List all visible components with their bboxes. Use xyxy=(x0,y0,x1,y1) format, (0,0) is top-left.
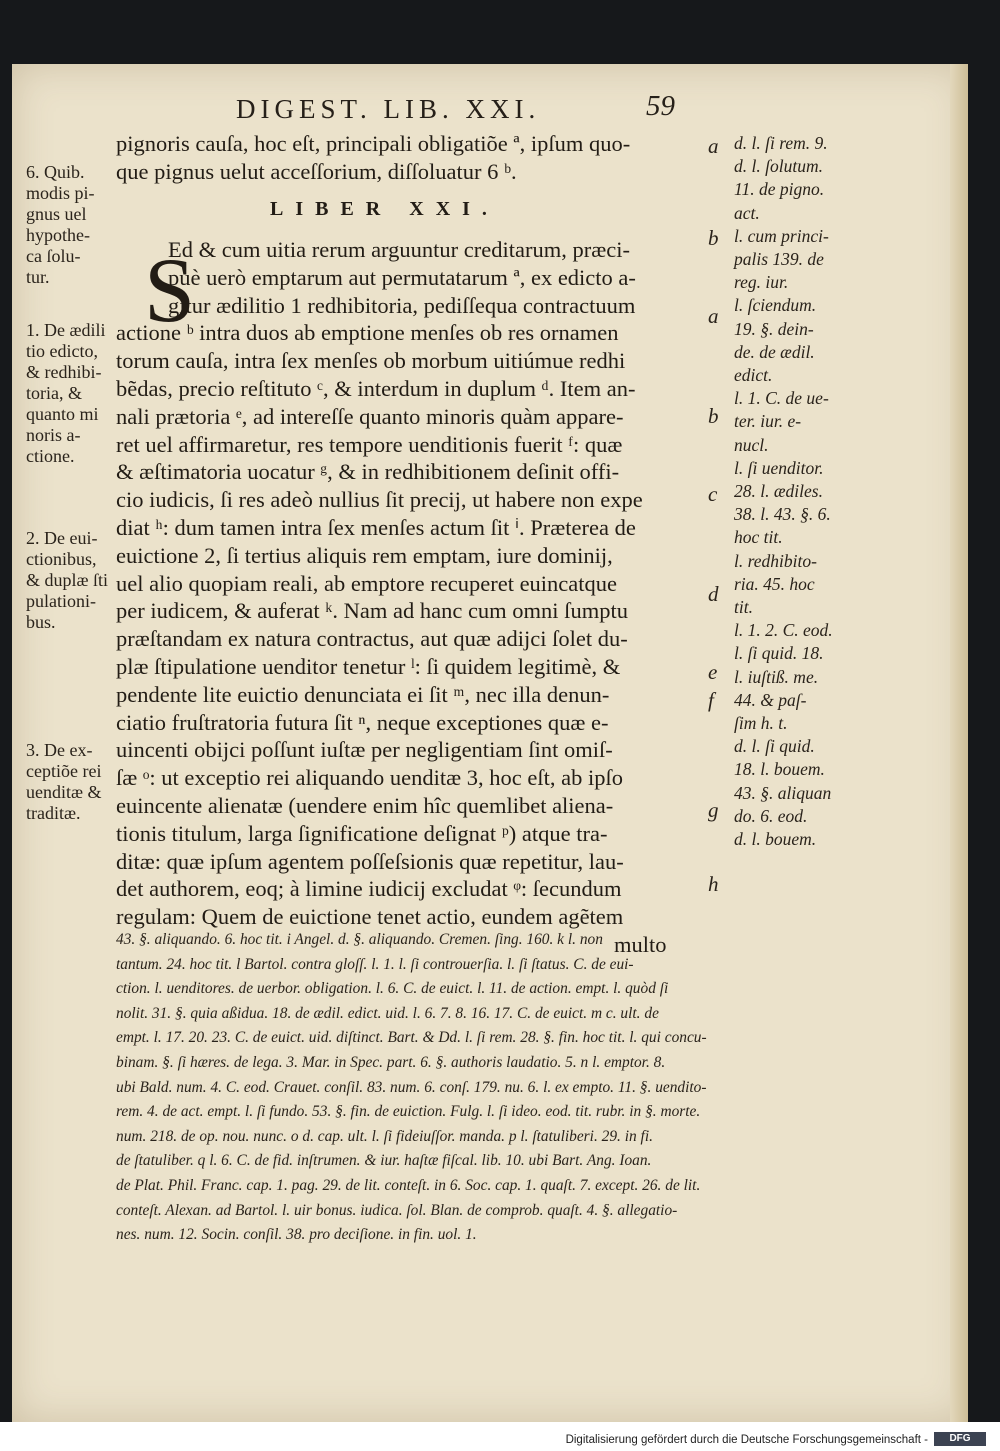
text-line: Ed & cum uitia rerum arguuntur creditarum, præci- xyxy=(168,237,630,262)
footnote-line: empt. l. 17. 20. 23. C. de euict. uid. diſtinct. Bart. & Dd. l. ſi rem. 28. §. fin. hoc tit. l. qui concu- xyxy=(116,1029,707,1047)
note-line: 3. De ex- xyxy=(26,740,93,760)
intro-text xyxy=(116,130,706,185)
ref-line: 28. l. ædiles. xyxy=(734,481,823,502)
text-line: ſæ ᵒ: ut exceptio rei aliquando uenditæ 3, hoc eſt, ab ipſo xyxy=(116,765,623,791)
book-page xyxy=(12,64,968,1422)
text-line: ciatio fruſtratoria futura ſit ⁿ, neque exceptiones quæ e- xyxy=(116,709,609,735)
ref-letter: b xyxy=(708,404,719,428)
footnote-line: nolit. 31. §. quia aßidua. 18. de ædil. edict. uid. l. 6. 7. 8. 16. 17. C. de euict. m c. ult. de xyxy=(116,1004,659,1022)
drop-capital: S xyxy=(144,239,196,341)
ref-line: palis 139. de xyxy=(734,249,824,270)
ref-line: l. redhibito- xyxy=(734,550,817,571)
right-marginal-references xyxy=(734,132,854,851)
ref-line: do. 6. eod. xyxy=(734,805,808,826)
note-line: uenditæ & xyxy=(26,782,102,802)
note-line: quanto mi xyxy=(26,404,99,424)
ref-letter: b xyxy=(708,226,719,250)
text-line: diat ʰ: dum tamen intra ſex menſes actum ſit ⁱ. Præterea de xyxy=(116,514,636,540)
left-marginal-note xyxy=(26,320,126,467)
text-line: actione ᵇ intra duos ab emptione menſes ob res ornamen xyxy=(116,320,619,346)
note-line: ceptiõe rei xyxy=(26,761,102,781)
ref-letter: c xyxy=(708,482,718,506)
ref-line: l. 1. 2. C. eod. xyxy=(734,620,833,641)
ref-line: d. l. ſolutum. xyxy=(734,156,823,177)
ref-line: ter. iur. e- xyxy=(734,411,802,432)
note-line: hypothe- xyxy=(26,225,90,245)
funding-credit: Digitalisierung gefördert durch die Deutsche Forschungsgemeinschaft - xyxy=(565,1434,928,1446)
catchword: multo xyxy=(614,931,667,957)
note-line: tio edicto, xyxy=(26,341,98,361)
note-line: & duplæ ſti xyxy=(26,570,109,590)
text-line: pignoris cauſa, hoc eſt, principali obligatiõe ª, ipſum quo- xyxy=(116,131,631,156)
note-line: pulationi- xyxy=(26,591,96,611)
ref-line: 19. §. dein- xyxy=(734,318,814,339)
text-line: pendente lite euictio denunciata ei ſit ᵐ, nec illa denun- xyxy=(116,681,610,707)
text-line: det authorem, eoq; à limine iudicij excludat ᵠ: ſecundum xyxy=(116,876,622,902)
ref-line: l. ſi uenditor. xyxy=(734,457,824,478)
footnote-line: ubi Bald. num. 4. C. eod. Crauet. conſil. 83. num. 6. conſ. 179. nu. 6. l. ex empto. 11. §. uendito- xyxy=(116,1078,707,1096)
ref-line: d. l. ſi rem. 9. xyxy=(734,133,828,153)
ref-letter: f xyxy=(708,688,714,712)
note-line: traditæ. xyxy=(26,803,81,823)
footnotes xyxy=(116,928,866,1248)
text-line: euincente alienatæ (uendere enim hîc quemlibet aliena- xyxy=(116,792,614,818)
note-line: noris a- xyxy=(26,425,81,445)
ref-letter: e xyxy=(708,660,718,684)
ref-line: 44. & paſ- xyxy=(734,689,807,710)
left-marginal-note xyxy=(26,162,126,288)
text-line: præſtandam ex natura contractus, aut quæ adijci ſolet du- xyxy=(116,626,628,652)
ref-line: l. ſciendum. xyxy=(734,295,817,316)
note-line: toria, & xyxy=(26,383,82,403)
footnote-line: de ſtatuliber. q l. 6. C. de fid. inſtrumen. & iur. haſtæ fiſcal. lib. 10. ubi Bart. Ang. Ioan. xyxy=(116,1152,652,1170)
ref-line: 43. §. aliquan xyxy=(734,782,832,803)
text-line: uincenti obijci poſſunt iuſtæ per negligentiam ſint omiſ- xyxy=(116,737,613,763)
footnote-line: ction. l. uenditores. de uerbor. obligation. l. 6. C. de euict. l. 11. de action. empt. l. quòd ſi xyxy=(116,980,669,998)
text-line: & æſtimatoria uocatur ᵍ, & in redhibitionem deſinit offi- xyxy=(116,459,620,485)
text-line: gitur ædilitio 1 redhibitoria, pediſſequa contractuum xyxy=(168,292,636,318)
footnote-line: nes. num. 12. Socin. conſil. 38. pro deciſione. in fin. uol. 1. xyxy=(116,1226,477,1244)
text-line: per iudicem, & auferat ᵏ. Nam ad hanc cum omni ſumptu xyxy=(116,598,628,624)
note-line: ctione. xyxy=(26,446,75,466)
footnote-line: 43. §. aliquando. 6. hoc tit. i Angel. d. §. aliquando. Cremen. ſing. 160. k l. non xyxy=(116,931,603,948)
note-line: gnus uel xyxy=(26,204,87,224)
body-text xyxy=(116,236,706,959)
footnote-line: rem. 4. de act. empt. l. ſi fundo. 53. §. fin. de euiction. Fulg. l. ſi ideo. eod. tit. rubr. in §. morte. xyxy=(116,1103,701,1121)
ref-letter: a xyxy=(708,304,719,328)
ref-line: nucl. xyxy=(734,434,769,455)
text-line: torum cauſa, intra ſex menſes ob morbum uitiúmue redhi xyxy=(116,348,626,374)
text-line: ditæ: quæ ipſum agentem poſſeſsionis quæ repetitur, lau- xyxy=(116,848,624,874)
dfg-logo: DFG xyxy=(934,1432,986,1446)
text-line: plæ ſtipulatione uenditor tenetur ˡ: ſi quidem legitimè, & xyxy=(116,653,621,679)
ref-line: 11. de pigno. xyxy=(734,179,825,200)
note-line: 6. Quib. xyxy=(26,162,85,182)
ref-line: d. l. bouem. xyxy=(734,829,817,850)
ref-line: 38. l. 43. §. 6. xyxy=(734,504,831,525)
footnote-line: binam. §. ſi hæres. de lega. 3. Mar. in Spec. part. 6. §. authoris laudatio. 5. n l. emptor. 8. xyxy=(116,1053,666,1071)
note-line: modis pi- xyxy=(26,183,95,203)
left-marginal-note xyxy=(26,740,126,824)
footnote-line: tantum. 24. hoc tit. l Bartol. contra gloſſ. l. 1. l. ſi controuerſia. l. ſi ſtatus. C. de eui- xyxy=(116,955,634,973)
text-line: regulam: Quem de euictione tenet actio, eundem agẽtem xyxy=(116,904,624,930)
ref-line: l. ſi quid. 18. xyxy=(734,643,824,664)
note-line: tur. xyxy=(26,267,50,287)
ref-letter: g xyxy=(708,798,719,822)
note-line: ctionibus, xyxy=(26,549,97,569)
text-line: uel alio quopiam reali, ab emptore recuperet euincatque xyxy=(116,570,618,596)
text-line: nali prætoria ᵉ, ad intereſſe quanto minoris quàm appare- xyxy=(116,403,624,429)
footnote-line: num. 218. de op. nou. nunc. o d. cap. ult. l. ſi fideiuſſor. manda. p l. ſtatuliberi. 29. in fi. xyxy=(116,1127,653,1145)
ref-line: de. de ædil. xyxy=(734,341,815,362)
left-marginal-note xyxy=(26,528,126,633)
footnote-line: de Plat. Phil. Franc. cap. 1. pag. 29. de lit. conteſt. in 6. Soc. cap. 1. quaſt. 7. except. 26. de lit. xyxy=(116,1176,701,1194)
text-line: que pignus uelut acceſſorium, diſſoluatur 6 ᵇ. xyxy=(116,158,517,184)
text-line: puè uerò emptarum aut permutatarum ª, ex edicto a- xyxy=(168,264,636,290)
ref-line: reg. iur. xyxy=(734,272,789,293)
note-line: 1. De ædili xyxy=(26,320,106,340)
ref-line: l. iuſtiß. me. xyxy=(734,666,819,687)
text-line: tionis titulum, larga ſignificatione deſignat ᵖ) atque tra- xyxy=(116,820,608,846)
ref-line: d. l. ſi quid. xyxy=(734,736,815,757)
note-line: 2. De eui- xyxy=(26,528,98,548)
ref-line: act. xyxy=(734,202,760,223)
text-line: ret uel affirmaretur, res tempore uenditionis fuerit ᶠ: quæ xyxy=(116,431,623,457)
ref-line: l. 1. C. de ue- xyxy=(734,388,829,409)
text-line: bẽdas, precio reſtituto ᶜ, & interdum in duplum ᵈ. Item an- xyxy=(116,375,636,401)
ref-line: 18. l. bouem. xyxy=(734,759,825,780)
note-line: ca ſolu- xyxy=(26,246,81,266)
ref-line: hoc tit. xyxy=(734,527,783,548)
ref-line: ria. 45. hoc xyxy=(734,573,815,594)
ref-letter: h xyxy=(708,872,719,896)
ref-line: l. cum princi- xyxy=(734,225,829,246)
running-head: DIGEST. LIB. XXI. xyxy=(236,94,541,124)
page-number: 59 xyxy=(646,90,675,122)
note-line: & redhibi- xyxy=(26,362,102,382)
ref-line: edict. xyxy=(734,365,773,386)
note-line: bus. xyxy=(26,612,56,632)
text-line: euictione 2, ſi tertius aliquis rem emptam, iure dominij, xyxy=(116,542,613,568)
text-line: cio iudicis, ſi res adeò nullius ſit precij, ut habere non expe xyxy=(116,487,643,513)
footnote-line: conteſt. Alexan. ad Bartol. l. uir bonus. iudica. ſol. Blan. de comprob. quaſt. 4. §. allegatio- xyxy=(116,1201,678,1219)
ref-letter: d xyxy=(708,582,719,606)
ref-line: tit. xyxy=(734,597,753,618)
book-heading: LIBER XXI. xyxy=(270,198,499,220)
ref-line: ſim h. t. xyxy=(734,713,788,734)
ref-letter: a xyxy=(708,134,719,158)
